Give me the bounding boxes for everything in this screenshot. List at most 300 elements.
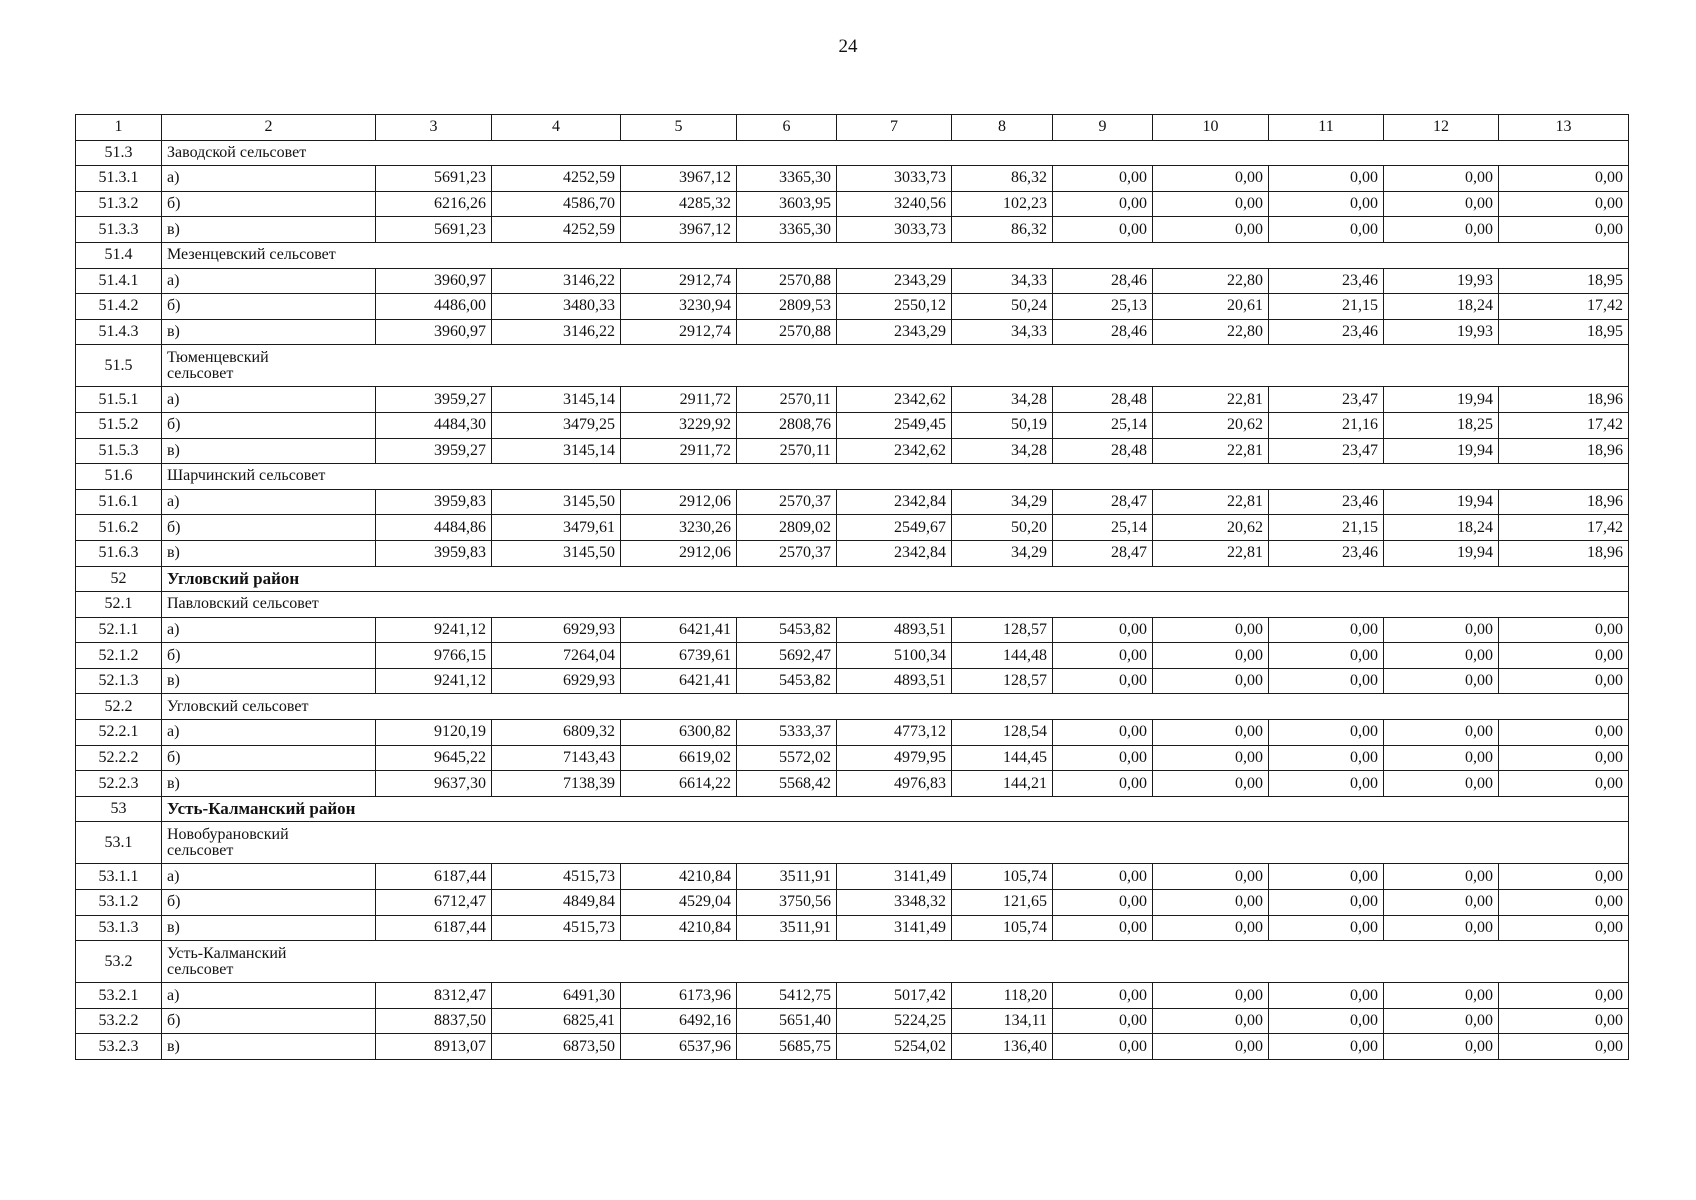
table-row (76, 217, 1629, 243)
value-cell: 19,94 (1384, 387, 1499, 413)
value-cell: 2911,72 (621, 387, 737, 413)
row-code: 52 (76, 566, 162, 592)
row-variant: в) (162, 540, 376, 566)
row-code: 51.6.1 (76, 489, 162, 515)
value-cell: 2342,62 (837, 438, 952, 464)
value-cell: 22,81 (1153, 489, 1269, 515)
section-row (76, 464, 1629, 490)
row-variant: в) (162, 438, 376, 464)
value-cell: 3959,27 (376, 438, 492, 464)
section-name (162, 242, 1629, 268)
value-cell: 0,00 (1053, 1034, 1153, 1060)
section-name (162, 592, 1629, 618)
value-cell: 2809,02 (737, 515, 837, 541)
value-cell: 50,24 (952, 294, 1053, 320)
value-cell: 4515,73 (492, 915, 621, 941)
value-cell: 6619,02 (621, 745, 737, 771)
row-code: 52.2.1 (76, 720, 162, 746)
value-cell: 0,00 (1053, 1008, 1153, 1034)
value-cell: 7143,43 (492, 745, 621, 771)
value-cell: 4773,12 (837, 720, 952, 746)
value-cell: 0,00 (1384, 643, 1499, 669)
row-code: 51.3.3 (76, 217, 162, 243)
value-cell: 3511,91 (737, 864, 837, 890)
value-cell: 128,57 (952, 617, 1053, 643)
section-name (162, 694, 1629, 720)
value-cell: 2570,88 (737, 268, 837, 294)
value-cell: 6421,41 (621, 617, 737, 643)
section-name (162, 464, 1629, 490)
value-cell: 6187,44 (376, 915, 492, 941)
value-cell: 5017,42 (837, 983, 952, 1009)
value-cell: 28,47 (1053, 489, 1153, 515)
value-cell: 0,00 (1053, 191, 1153, 217)
value-cell: 144,45 (952, 745, 1053, 771)
value-cell: 0,00 (1384, 983, 1499, 1009)
value-cell: 34,28 (952, 387, 1053, 413)
value-cell: 2570,88 (737, 319, 837, 345)
value-cell: 0,00 (1269, 983, 1384, 1009)
value-cell: 0,00 (1153, 745, 1269, 771)
value-cell: 34,33 (952, 319, 1053, 345)
value-cell: 0,00 (1499, 983, 1629, 1009)
value-cell: 23,46 (1269, 268, 1384, 294)
district-row (76, 566, 1629, 592)
value-cell: 0,00 (1153, 617, 1269, 643)
row-code: 51.3.1 (76, 166, 162, 192)
row-code: 53.2 (76, 941, 162, 983)
value-cell: 128,54 (952, 720, 1053, 746)
section-label: Шарчинский сельсовет (167, 467, 326, 485)
tariff-table (75, 114, 1629, 1060)
value-cell: 0,00 (1153, 217, 1269, 243)
row-code: 51.5.1 (76, 387, 162, 413)
value-cell: 86,32 (952, 166, 1053, 192)
value-cell: 0,00 (1269, 771, 1384, 797)
value-cell: 3033,73 (837, 166, 952, 192)
row-code: 51.5 (76, 345, 162, 387)
value-cell: 0,00 (1384, 864, 1499, 890)
value-cell: 0,00 (1499, 1008, 1629, 1034)
value-cell: 5224,25 (837, 1008, 952, 1034)
value-cell: 2343,29 (837, 319, 952, 345)
value-cell: 0,00 (1053, 890, 1153, 916)
value-cell: 3479,61 (492, 515, 621, 541)
value-cell: 6187,44 (376, 864, 492, 890)
row-variant: в) (162, 319, 376, 345)
value-cell: 6173,96 (621, 983, 737, 1009)
value-cell: 0,00 (1499, 668, 1629, 694)
value-cell: 0,00 (1269, 617, 1384, 643)
row-code: 51.6 (76, 464, 162, 490)
value-cell: 2912,74 (621, 319, 737, 345)
value-cell: 50,20 (952, 515, 1053, 541)
value-cell: 0,00 (1153, 864, 1269, 890)
value-cell: 6739,61 (621, 643, 737, 669)
value-cell: 22,81 (1153, 438, 1269, 464)
row-code: 52.2 (76, 694, 162, 720)
value-cell: 6492,16 (621, 1008, 737, 1034)
value-cell: 4515,73 (492, 864, 621, 890)
section-name (162, 345, 1629, 387)
value-cell: 0,00 (1053, 166, 1153, 192)
value-cell: 4252,59 (492, 217, 621, 243)
value-cell: 7264,04 (492, 643, 621, 669)
value-cell: 5691,23 (376, 166, 492, 192)
column-number-row (76, 115, 1629, 141)
table-row (76, 489, 1629, 515)
value-cell: 4285,32 (621, 191, 737, 217)
table-row (76, 668, 1629, 694)
value-cell: 3230,94 (621, 294, 737, 320)
section-label: Новобурановский сельсовет (167, 825, 289, 859)
row-variant: а) (162, 617, 376, 643)
section-row (76, 694, 1629, 720)
row-code: 51.3 (76, 140, 162, 166)
value-cell: 0,00 (1153, 1008, 1269, 1034)
value-cell: 3141,49 (837, 864, 952, 890)
value-cell: 22,81 (1153, 387, 1269, 413)
row-variant: в) (162, 1034, 376, 1060)
value-cell: 5254,02 (837, 1034, 952, 1060)
row-variant: а) (162, 166, 376, 192)
value-cell: 0,00 (1499, 166, 1629, 192)
value-cell: 0,00 (1269, 1034, 1384, 1060)
table-row (76, 319, 1629, 345)
section-row (76, 140, 1629, 166)
value-cell: 20,61 (1153, 294, 1269, 320)
value-cell: 6300,82 (621, 720, 737, 746)
district-row (76, 796, 1629, 822)
value-cell: 6712,47 (376, 890, 492, 916)
section-label: Заводской сельсовет (167, 143, 307, 161)
row-code: 51.4.2 (76, 294, 162, 320)
section-row (76, 242, 1629, 268)
value-cell: 118,20 (952, 983, 1053, 1009)
value-cell: 0,00 (1499, 1034, 1629, 1060)
row-variant: а) (162, 489, 376, 515)
row-code: 52.1.2 (76, 643, 162, 669)
column-number-cell: 4 (492, 115, 621, 141)
value-cell: 4484,30 (376, 412, 492, 438)
value-cell: 2912,74 (621, 268, 737, 294)
value-cell: 2550,12 (837, 294, 952, 320)
value-cell: 5651,40 (737, 1008, 837, 1034)
value-cell: 0,00 (1153, 643, 1269, 669)
table-row (76, 864, 1629, 890)
value-cell: 25,14 (1053, 515, 1153, 541)
value-cell: 0,00 (1499, 890, 1629, 916)
column-number-cell: 6 (737, 115, 837, 141)
column-number-cell: 11 (1269, 115, 1384, 141)
value-cell: 6825,41 (492, 1008, 621, 1034)
value-cell: 28,48 (1053, 438, 1153, 464)
value-cell: 9766,15 (376, 643, 492, 669)
value-cell: 9645,22 (376, 745, 492, 771)
value-cell: 0,00 (1153, 1034, 1269, 1060)
value-cell: 136,40 (952, 1034, 1053, 1060)
value-cell: 34,33 (952, 268, 1053, 294)
value-cell: 0,00 (1499, 745, 1629, 771)
value-cell: 3240,56 (837, 191, 952, 217)
section-row (76, 822, 1629, 864)
value-cell: 3348,32 (837, 890, 952, 916)
value-cell: 105,74 (952, 915, 1053, 941)
row-variant: б) (162, 294, 376, 320)
value-cell: 3145,14 (492, 387, 621, 413)
value-cell: 25,13 (1053, 294, 1153, 320)
value-cell: 0,00 (1384, 217, 1499, 243)
value-cell: 28,47 (1053, 540, 1153, 566)
row-code: 51.3.2 (76, 191, 162, 217)
value-cell: 2570,11 (737, 438, 837, 464)
value-cell: 4210,84 (621, 864, 737, 890)
value-cell: 86,32 (952, 217, 1053, 243)
column-number-cell: 12 (1384, 115, 1499, 141)
value-cell: 0,00 (1053, 983, 1153, 1009)
value-cell: 0,00 (1053, 617, 1153, 643)
section-label: Тюменцевский сельсовет (167, 348, 269, 382)
value-cell: 4486,00 (376, 294, 492, 320)
value-cell: 0,00 (1153, 166, 1269, 192)
value-cell: 0,00 (1384, 1008, 1499, 1034)
section-name (162, 822, 1629, 864)
value-cell: 0,00 (1499, 771, 1629, 797)
value-cell: 5572,02 (737, 745, 837, 771)
value-cell: 3145,50 (492, 489, 621, 515)
row-code: 53.2.3 (76, 1034, 162, 1060)
value-cell: 2570,11 (737, 387, 837, 413)
value-cell: 134,11 (952, 1008, 1053, 1034)
value-cell: 22,80 (1153, 319, 1269, 345)
value-cell: 20,62 (1153, 412, 1269, 438)
row-variant: в) (162, 771, 376, 797)
table-row (76, 890, 1629, 916)
value-cell: 0,00 (1269, 166, 1384, 192)
value-cell: 0,00 (1153, 668, 1269, 694)
value-cell: 0,00 (1269, 720, 1384, 746)
value-cell: 2570,37 (737, 489, 837, 515)
value-cell: 3365,30 (737, 166, 837, 192)
value-cell: 0,00 (1499, 915, 1629, 941)
value-cell: 17,42 (1499, 412, 1629, 438)
value-cell: 0,00 (1384, 915, 1499, 941)
value-cell: 6421,41 (621, 668, 737, 694)
value-cell: 0,00 (1384, 745, 1499, 771)
row-variant: в) (162, 217, 376, 243)
table-row (76, 191, 1629, 217)
table-row (76, 438, 1629, 464)
value-cell: 3146,22 (492, 268, 621, 294)
value-cell: 3145,50 (492, 540, 621, 566)
value-cell: 3230,26 (621, 515, 737, 541)
value-cell: 6614,22 (621, 771, 737, 797)
value-cell: 0,00 (1153, 720, 1269, 746)
value-cell: 4586,70 (492, 191, 621, 217)
row-code: 51.5.3 (76, 438, 162, 464)
value-cell: 4210,84 (621, 915, 737, 941)
table-row (76, 166, 1629, 192)
value-cell: 5412,75 (737, 983, 837, 1009)
row-code: 51.5.2 (76, 412, 162, 438)
value-cell: 3511,91 (737, 915, 837, 941)
value-cell: 23,46 (1269, 540, 1384, 566)
value-cell: 3141,49 (837, 915, 952, 941)
value-cell: 9241,12 (376, 668, 492, 694)
value-cell: 6216,26 (376, 191, 492, 217)
value-cell: 0,00 (1384, 668, 1499, 694)
row-code: 53.2.2 (76, 1008, 162, 1034)
value-cell: 9637,30 (376, 771, 492, 797)
value-cell: 3479,25 (492, 412, 621, 438)
table-row (76, 1034, 1629, 1060)
value-cell: 3959,27 (376, 387, 492, 413)
value-cell: 18,95 (1499, 268, 1629, 294)
row-code: 53 (76, 796, 162, 822)
value-cell: 0,00 (1053, 720, 1153, 746)
value-cell: 3033,73 (837, 217, 952, 243)
row-code: 53.1 (76, 822, 162, 864)
value-cell: 0,00 (1269, 745, 1384, 771)
row-code: 53.1.3 (76, 915, 162, 941)
value-cell: 17,42 (1499, 294, 1629, 320)
row-variant: б) (162, 643, 376, 669)
row-variant: б) (162, 745, 376, 771)
value-cell: 2911,72 (621, 438, 737, 464)
section-label: Угловский район (167, 568, 300, 588)
value-cell: 18,96 (1499, 438, 1629, 464)
column-number-cell: 13 (1499, 115, 1629, 141)
value-cell: 2570,37 (737, 540, 837, 566)
value-cell: 2809,53 (737, 294, 837, 320)
value-cell: 23,47 (1269, 387, 1384, 413)
row-variant: б) (162, 412, 376, 438)
value-cell: 2808,76 (737, 412, 837, 438)
row-variant: в) (162, 915, 376, 941)
value-cell: 0,00 (1053, 745, 1153, 771)
value-cell: 0,00 (1053, 771, 1153, 797)
value-cell: 2342,62 (837, 387, 952, 413)
value-cell: 0,00 (1053, 864, 1153, 890)
value-cell: 3750,56 (737, 890, 837, 916)
row-variant: в) (162, 668, 376, 694)
value-cell: 0,00 (1499, 643, 1629, 669)
value-cell: 4979,95 (837, 745, 952, 771)
table-row (76, 515, 1629, 541)
value-cell: 0,00 (1269, 890, 1384, 916)
table-row (76, 643, 1629, 669)
row-variant: а) (162, 720, 376, 746)
value-cell: 23,46 (1269, 489, 1384, 515)
value-cell: 6491,30 (492, 983, 621, 1009)
value-cell: 3603,95 (737, 191, 837, 217)
section-row (76, 941, 1629, 983)
table-row (76, 268, 1629, 294)
value-cell: 0,00 (1053, 915, 1153, 941)
value-cell: 25,14 (1053, 412, 1153, 438)
value-cell: 3365,30 (737, 217, 837, 243)
value-cell: 0,00 (1269, 864, 1384, 890)
value-cell: 128,57 (952, 668, 1053, 694)
row-code: 51.4 (76, 242, 162, 268)
value-cell: 28,48 (1053, 387, 1153, 413)
table-row (76, 540, 1629, 566)
value-cell: 34,29 (952, 489, 1053, 515)
value-cell: 144,21 (952, 771, 1053, 797)
column-number-cell: 9 (1053, 115, 1153, 141)
value-cell: 2549,67 (837, 515, 952, 541)
table-row (76, 412, 1629, 438)
value-cell: 3229,92 (621, 412, 737, 438)
value-cell: 0,00 (1269, 643, 1384, 669)
value-cell: 0,00 (1269, 217, 1384, 243)
value-cell: 0,00 (1384, 617, 1499, 643)
value-cell: 21,15 (1269, 294, 1384, 320)
value-cell: 2912,06 (621, 489, 737, 515)
value-cell: 105,74 (952, 864, 1053, 890)
value-cell: 18,25 (1384, 412, 1499, 438)
value-cell: 18,95 (1499, 319, 1629, 345)
value-cell: 5333,37 (737, 720, 837, 746)
table-row (76, 915, 1629, 941)
value-cell: 18,24 (1384, 294, 1499, 320)
value-cell: 0,00 (1153, 771, 1269, 797)
value-cell: 34,29 (952, 540, 1053, 566)
value-cell: 0,00 (1053, 668, 1153, 694)
value-cell: 0,00 (1269, 191, 1384, 217)
value-cell: 0,00 (1499, 864, 1629, 890)
column-number-cell: 5 (621, 115, 737, 141)
value-cell: 3145,14 (492, 438, 621, 464)
row-code: 52.1.3 (76, 668, 162, 694)
section-name (162, 941, 1629, 983)
value-cell: 0,00 (1384, 1034, 1499, 1060)
row-variant: а) (162, 864, 376, 890)
table-row (76, 745, 1629, 771)
value-cell: 6537,96 (621, 1034, 737, 1060)
value-cell: 4484,86 (376, 515, 492, 541)
value-cell: 5453,82 (737, 668, 837, 694)
section-label: Усть-Калманский сельсовет (167, 944, 287, 978)
value-cell: 144,48 (952, 643, 1053, 669)
value-cell: 5685,75 (737, 1034, 837, 1060)
value-cell: 0,00 (1153, 191, 1269, 217)
table-row (76, 617, 1629, 643)
value-cell: 5100,34 (837, 643, 952, 669)
column-number-cell: 7 (837, 115, 952, 141)
row-code: 52.1 (76, 592, 162, 618)
value-cell: 4893,51 (837, 617, 952, 643)
section-label: Усть-Калманский район (167, 799, 356, 819)
table-row (76, 771, 1629, 797)
value-cell: 4849,84 (492, 890, 621, 916)
value-cell: 18,96 (1499, 540, 1629, 566)
row-code: 52.2.3 (76, 771, 162, 797)
value-cell: 6929,93 (492, 617, 621, 643)
value-cell: 0,00 (1499, 217, 1629, 243)
district-name (162, 796, 1629, 822)
column-number-cell: 1 (76, 115, 162, 141)
value-cell: 23,46 (1269, 319, 1384, 345)
value-cell: 18,96 (1499, 387, 1629, 413)
district-name (162, 566, 1629, 592)
value-cell: 2342,84 (837, 489, 952, 515)
value-cell: 2342,84 (837, 540, 952, 566)
value-cell: 6809,32 (492, 720, 621, 746)
value-cell: 23,47 (1269, 438, 1384, 464)
row-code: 51.4.1 (76, 268, 162, 294)
page-number: 24 (838, 36, 858, 57)
